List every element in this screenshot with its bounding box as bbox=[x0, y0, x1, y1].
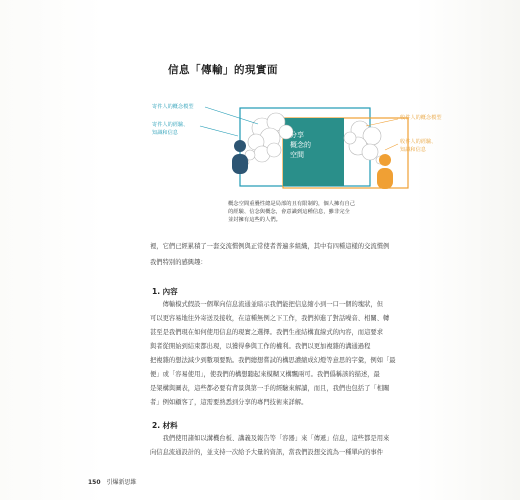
book-title: 引爆新思維 bbox=[106, 479, 137, 486]
receiver-label-knowledge: 知識和信息 bbox=[400, 147, 426, 153]
section-1-line: 傳輸模式假設一個單向信息流通並暗示我們能把信息縮小到一口一個的塊狀，但 bbox=[150, 301, 383, 308]
receiver-label-model: 收件人的概念模型 bbox=[400, 115, 442, 121]
section-2-line: 我們使用諸如以溝機台板、講義及報告等「容器」來「傳遞」信息，這些都是用來 bbox=[150, 435, 390, 442]
sender-person-icon bbox=[232, 140, 248, 174]
shared-space-label: 分享 概念的 空間 bbox=[290, 131, 311, 159]
section-1-line: 甚至是我們現在如何使用信息的現實之選擇。我們生產結構直線式的內容，而這要求 bbox=[150, 329, 383, 336]
section-1-line: 是架構與圖表，這些都必要有背景與第一手的經驗來解讀，而且，我們也包括了「相關 bbox=[150, 385, 390, 392]
receiver-person-icon bbox=[377, 154, 393, 189]
section-1-line: 者」例如顧客了，這需要熟悉到分享的專門技術來詳解。 bbox=[150, 399, 308, 406]
receiver-cloud-icon bbox=[344, 121, 384, 164]
section-1-heading: 1. 內容 bbox=[152, 287, 178, 296]
sender-label-knowledge: 知識和信息 bbox=[152, 130, 178, 136]
figure-caption: 概念空間重疊性總是局部的且有限制的，個人擁有自己 的經驗、信念與概念，會意識到這種信息，雖非完全 並封擁有這些的人們。 bbox=[228, 201, 356, 223]
sender-pointer-lines bbox=[200, 107, 258, 136]
sender-label-experience: 寄件人的經驗、 bbox=[152, 122, 189, 128]
section-1-line: 可以更容易地往外寄送及接收，在這種無例之下工作，我們掉進了對話噪音、相關、轉 bbox=[150, 315, 390, 322]
receiver-label-experience: 收件人的經驗、 bbox=[400, 139, 437, 145]
intro-line-1: 裡，它們已經累積了一套交流慣例與正常使者普遍多組織，其中有四種這樣的交流慣例 bbox=[150, 243, 390, 250]
section-2-heading: 2. 材料 bbox=[152, 421, 178, 430]
figure-title: 信息「傳輸」的現實面 bbox=[168, 64, 278, 76]
page-footer bbox=[88, 477, 136, 486]
sender-label-model: 寄件人的概念模型 bbox=[152, 104, 194, 110]
section-1-line: 與者從開始到結束都出現，以獲得參與工作的權利。我們以更加複雜的溝通過程 bbox=[150, 343, 371, 350]
intro-line-2: 我們特別的感興趣： bbox=[150, 259, 207, 266]
page-number: 150 bbox=[88, 479, 101, 486]
section-1-line: 便」或「容易使用」，使我們的構想聽起來模糊又構飄兩可。我們僞稱該的描述，最 bbox=[150, 371, 380, 378]
section-2-line: 向信息流通設計的，並支持一次給予大量的資訊，當我們設想交流為一種單向的事件 bbox=[150, 449, 383, 456]
section-1-line: 把複雜的想法減少到數項要點。我們總想嘗試的構思濃縮成幻燈等意思的字彙，例如「最 bbox=[150, 357, 396, 364]
